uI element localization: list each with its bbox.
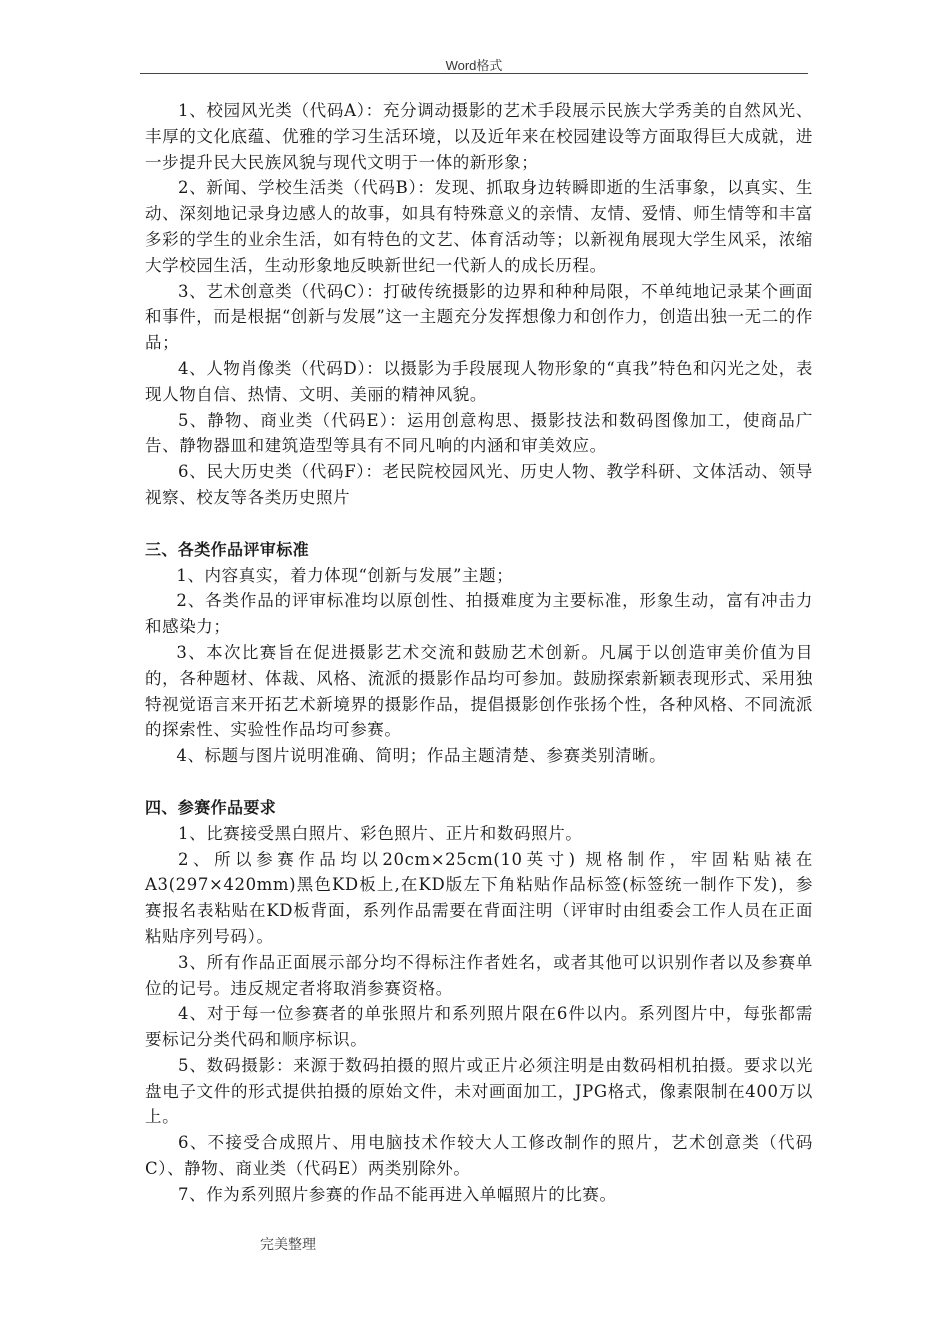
requirement-item: 4、对于每一位参赛者的单张照片和系列照片限在6件以内。系列图片中，每张都需要标记分类代码和顺序标识。: [145, 1004, 813, 1050]
category-item: 1、校园风光类（代码A）：充分调动摄影的艺术手段展示民族大学秀美的自然风光、丰厚的文化底蕴、优雅的学习生活环境，以及近年来在校园建设等方面取得巨大成就，进一步提升民大民族风貌与现代文明于一体的新形象；: [145, 101, 813, 172]
criteria-item: 3、本次比赛旨在促进摄影艺术交流和鼓励艺术创新。凡属于以创造审美价值为目的，各种题材、体裁、风格、流派的摄影作品均可参加。鼓励探索新颖表现形式、采用独特视觉语言来开拓艺术新境界的摄影作品，提倡摄影创作张扬个性，各种风格、不同流派的探索性、实验性作品均可参赛。: [145, 642, 813, 740]
header-divider: [140, 73, 808, 74]
requirement-item: 6、不接受合成照片、用电脑技术作较大人工修改制作的照片，艺术创意类（代码C）、静物、商业类（代码E）两类别除外。: [145, 1133, 813, 1179]
page-footer: 完美整理: [260, 1237, 316, 1253]
category-item: 2、新闻、学校生活类（代码B）：发现、抓取身边转瞬即逝的生活事象，以真实、生动、深刻地记录身边感人的故事，如具有特殊意义的亲情、友情、爱情、师生情等和丰富多彩的学生的业余生活，如有特色的文艺、体育活动等；以新视角展现大学生风采，浓缩大学校园生活，生动形象地反映新世纪一代新人的成长历程。: [145, 178, 813, 275]
requirement-item: 3、所有作品正面展示部分均不得标注作者姓名，或者其他可以识别作者以及参赛单位的记号。违反规定者将取消参赛资格。: [145, 952, 813, 998]
document-body: [145, 98, 813, 1208]
spacer: [145, 769, 813, 795]
category-item: 3、艺术创意类（代码C）：打破传统摄影的边界和种种局限，不单纯地记录某个画面和事件，而是根据“创新与发展”这一主题充分发挥想像力和创作力，创造出独一无二的作品；: [145, 281, 813, 353]
criteria-item: 1、内容真实，着力体现“创新与发展”主题；: [176, 565, 514, 585]
requirement-item: 7、作为系列照片参赛的作品不能再进入单幅照片的比赛。: [178, 1184, 617, 1204]
category-item: 6、民大历史类（代码F）：老民院校园风光、历史人物、教学科研、文体活动、领导视察、校友等各类历史照片: [145, 462, 813, 507]
section-heading: 四、参赛作品要求: [145, 797, 277, 817]
section-heading: 三、各类作品评审标准: [145, 539, 310, 559]
category-item: 4、人物肖像类（代码D）：以摄影为手段展现人物形象的“真我”特色和闪光之处，表现人物自信、热情、文明、美丽的精神风貌。: [145, 358, 813, 404]
spacer: [145, 511, 813, 537]
criteria-item: 4、标题与图片说明准确、简明；作品主题清楚、参赛类别清晰。: [176, 746, 667, 766]
requirement-item: 2、所以参赛作品均以20cm×25cm(10英寸) 规格制作，牢固粘贴裱在A3(297×420mm)黑色KD板上,在KD版左下角粘贴作品标签(标签统一制作下发)，参赛报名表粘贴在KD板背面，系列作品需要在背面注明（评审时由组委会工作人员在正面粘贴序列号码）。: [145, 849, 813, 946]
page-header: Word格式: [445, 58, 503, 73]
requirement-item: 1、比赛接受黑白照片、彩色照片、正片和数码照片。: [178, 823, 583, 843]
category-item: 5、静物、商业类（代码E）：运用创意构思、摄影技法和数码图像加工，使商品广告、静物器皿和建筑造型等具有不同凡响的内涵和审美效应。: [145, 410, 813, 456]
criteria-item: 2、各类作品的评审标准均以原创性、拍摄难度为主要标准，形象生动，富有冲击力和感染力；: [145, 591, 813, 637]
requirement-item: 5、数码摄影：来源于数码拍摄的照片或正片必须注明是由数码相机拍摄。要求以光盘电子文件的形式提供拍摄的原始文件，未对画面加工，JPG格式，像素限制在400万以上。: [145, 1055, 813, 1127]
